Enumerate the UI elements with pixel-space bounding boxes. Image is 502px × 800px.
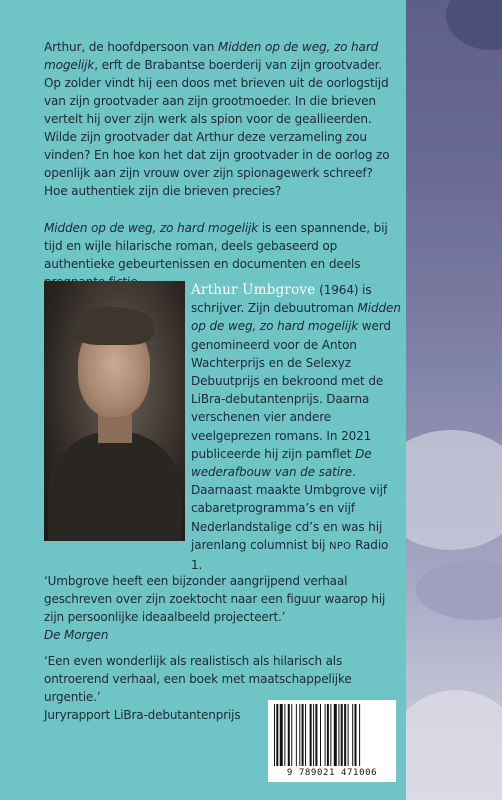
book-title: Midden op de weg, zo hard mogelijk (191, 301, 401, 334)
barcode-bar (320, 704, 321, 766)
quote-text: ‘Umbgrove heeft een bijzonder aangrijpend verhaal geschreven over zijn zoektocht naar een figuur waarop hij zijn persoonlijke ideaalbeeld projecteert.’ (44, 574, 386, 624)
book-title: Midden op de weg, zo hard mogelijk (44, 40, 379, 72)
barcode-bars (274, 704, 390, 766)
synopsis-text: Arthur, de hoofdpersoon van (44, 40, 218, 54)
bio-text: Radio 1. (191, 537, 389, 573)
barcode-bar (302, 704, 304, 766)
barcode-bar (315, 704, 317, 766)
photo-shape (446, 0, 502, 50)
barcode-bar (352, 704, 353, 766)
barcode-bar (296, 704, 297, 766)
isbn-digits: 9 789021 471006 (286, 768, 378, 778)
barcode-bar (330, 704, 331, 766)
barcode-bar (341, 704, 343, 766)
synopsis-text: is een spannende, bij tijd en wijle hilarische roman, deels gebaseerd op authentieke gebeurtenissen en documenten en deels (44, 221, 388, 271)
barcode-bar (348, 704, 349, 766)
bio-text: werd genomineerd voor de Anton Wachterprijs en de Selexyz Debuutprijs en bekroond met de LiBra-debutantenprijs. Daarna verschenen vier andere veelgeprezen romans. In 2021 publiceerde hij zijn pamflet (191, 319, 391, 461)
author-name: Arthur Umbgrove (191, 282, 316, 298)
photo-shape (416, 560, 502, 620)
photo-shape (74, 307, 154, 345)
quote-text: ‘Een even wonderlijk als realistisch als hilarisch als ontroerend verhaal, een boek met maatschappelijke urgentie.’ (44, 654, 352, 704)
author-photo (44, 281, 185, 541)
barcode-bar (288, 704, 290, 766)
barcode-bar (291, 704, 292, 766)
bio-text: . Daarnaast maakte Umbgrove vijf cabaretprogramma’s en vijf Nederlandstalige cd’s en was hij jarenlang columnist bij (191, 465, 388, 552)
synopsis-text: , erft de Brabantse boerderij van zijn grootvader. Op zolder vindt hij een doos met brieven uit de oorlogstijd van zijn grootvader aan zijn grootmoeder. In die brieven vertelt hij over zijn werk als spion voor de geallieerden. Wilde zijn grootvader dat Arthur deze verzameling zou vinden? En hoe kon het dat zijn grootvader in de oorlog zo openlijk aan zijn vrouw over zijn spionagewerk schreef? Hoe authentiek zijn die brieven precies? (44, 58, 390, 198)
barcode-bar (284, 704, 285, 766)
barcode-bar (327, 704, 329, 766)
radio-acronym: NPO (329, 540, 352, 552)
photo-shape (406, 690, 502, 800)
barcode-bar (344, 704, 346, 766)
photo-shape (406, 430, 502, 550)
barcode-bar (359, 704, 360, 766)
barcode-bar (338, 704, 339, 766)
author-bio (191, 281, 403, 574)
barcode-bar (313, 704, 314, 766)
barcode-bar (274, 704, 275, 766)
quote-source: Juryrapport LiBra-debutantenprijs (44, 708, 241, 722)
pamphlet-title: De wederafbouw van de satire (191, 446, 372, 480)
photo-shape (48, 431, 182, 541)
quote-source: De Morgen (44, 628, 109, 642)
review-quote (44, 572, 396, 644)
barcode-bar (310, 704, 312, 766)
cover-photo-strip (406, 0, 502, 800)
barcode-bar (355, 704, 357, 766)
barcode-bar (325, 704, 326, 766)
bio-text: (1964) is schrijver. Zijn debuutroman (191, 283, 372, 316)
barcode-bar (334, 704, 337, 766)
book-title: Midden op de weg, zo hard mogelijk (44, 221, 259, 235)
barcode-bar (299, 704, 300, 766)
synopsis-paragraph-1 (44, 38, 396, 200)
barcode-bar (305, 704, 306, 766)
barcode-bar (276, 704, 278, 766)
isbn-barcode (268, 700, 396, 782)
barcode-bar (280, 704, 283, 766)
